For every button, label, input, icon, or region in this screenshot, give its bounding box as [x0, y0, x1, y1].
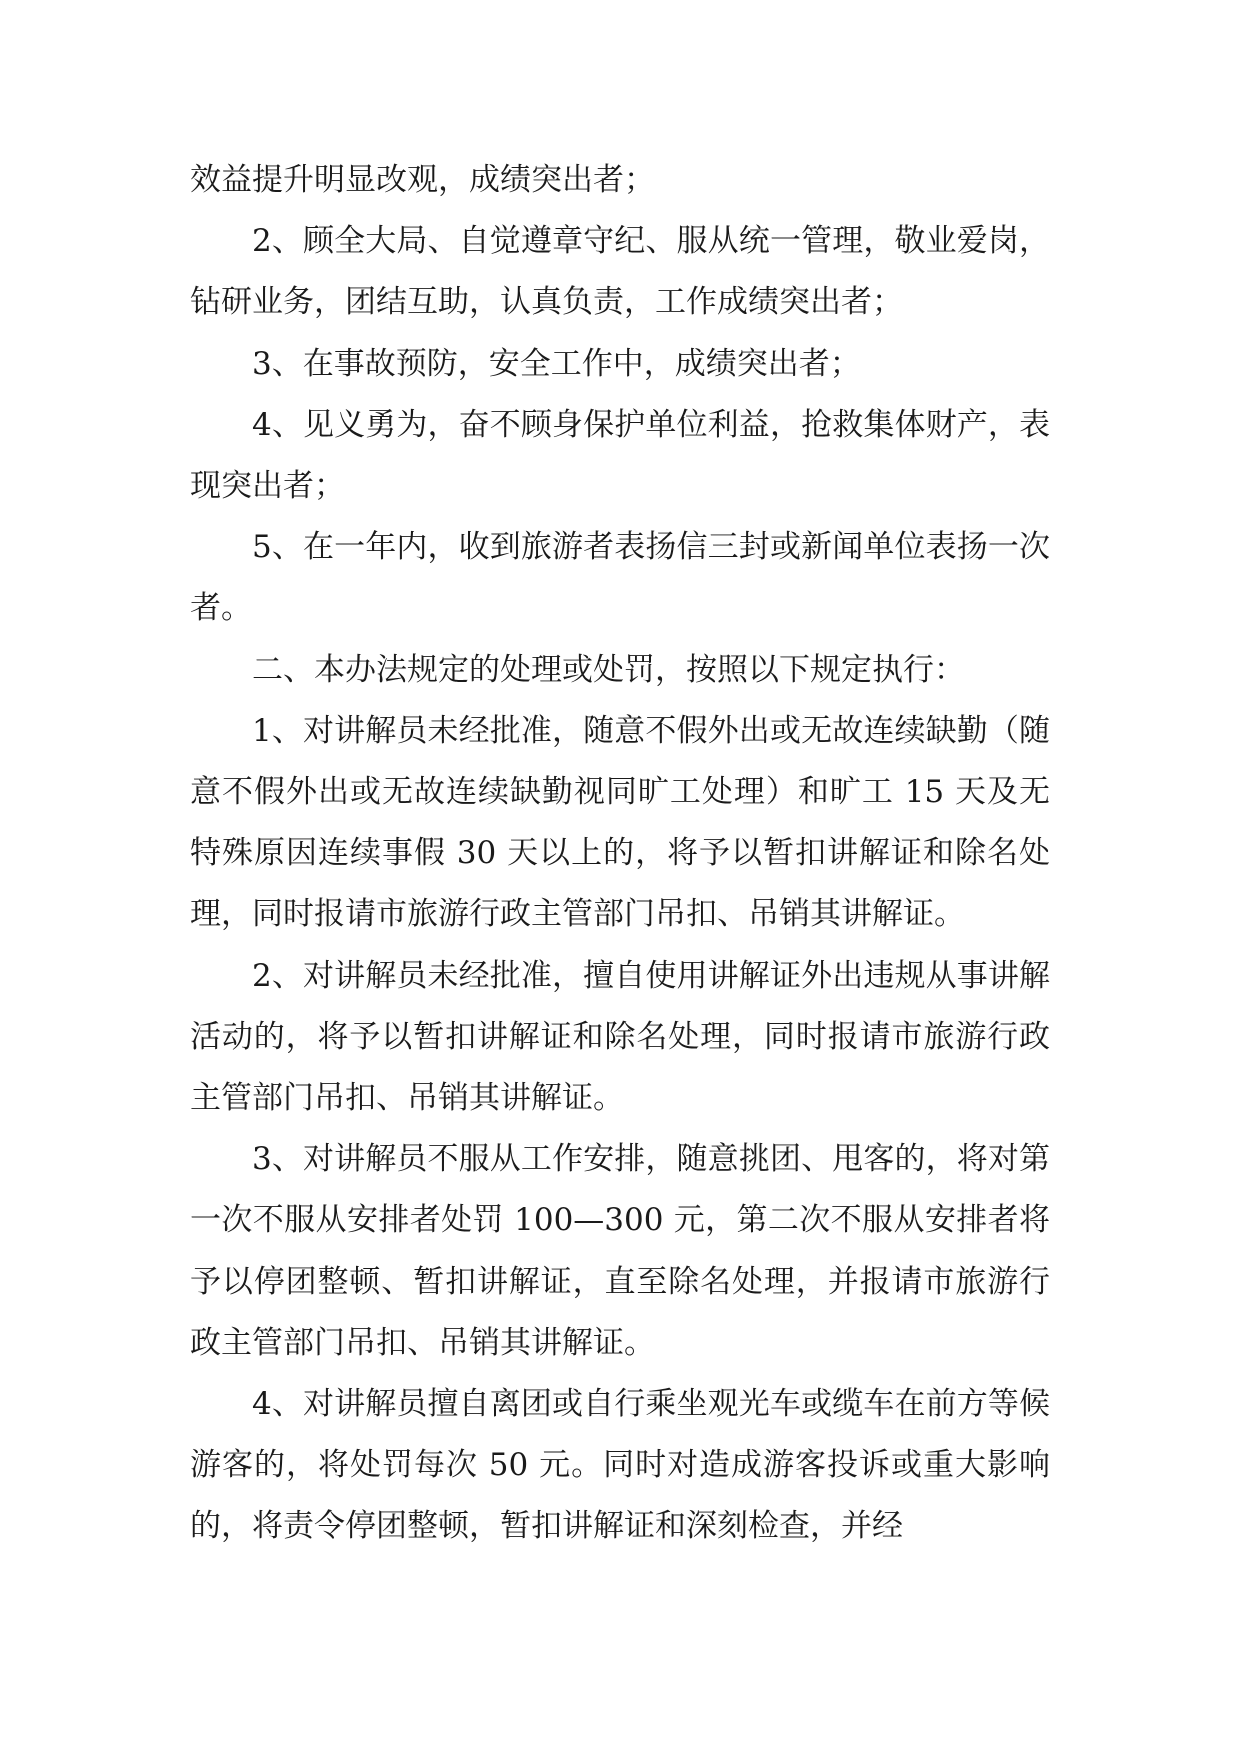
paragraph-item-2: 2、顾全大局、自觉遵章守纪、服从统一管理，敬业爱岗，钻研业务，团结互助，认真负责，工作成绩突出者； [190, 223, 1050, 321]
paragraph-item-3: 3、在事故预防，安全工作中，成绩突出者； [252, 345, 861, 382]
paragraph-item-4: 4、见义勇为，奋不顾身保护单位利益，抢救集体财产，表现突出者； [190, 406, 1050, 505]
paragraph-continuation: 效益提升明显改观，成绩突出者； [190, 162, 655, 198]
paragraph-item-5: 5、在一年内，收到旅游者表扬信三封或新闻单位表扬一次者。 [190, 529, 1050, 627]
penalty-item-2: 2、对讲解员未经批准，擅自使用讲解证外出违规从事讲解活动的，将予以暂扣讲解证和除名处理，同时报请市旅游行政主管部门吊扣、吊销其讲解证。 [190, 957, 1050, 1117]
penalty-item-3: 3、对讲解员不服从工作安排，随意挑团、甩客的，将对第一次不服从安排者处罚 100—300 元，第二次不服从安排者将予以停团整顿、暂扣讲解证，直至除名处理，并报请市旅游行政主管部门吊扣、吊销其讲解证。 [190, 1141, 1050, 1361]
penalty-item-1: 1、对讲解员未经批准，随意不假外出或无故连续缺勤（随意不假外出或无故连续缺勤视同旷工处理）和旷工 15 天及无特殊原因连续事假 30 天以上的，将予以暂扣讲解证和除名处理，同时报请市旅游行政主管部门吊扣、吊销其讲解证。 [190, 712, 1050, 933]
penalty-item-4: 4、对讲解员擅自离团或自行乘坐观光车或缆车在前方等候游客的，将处罚每次 50 元。同时对造成游客投诉或重大影响的，将责令停团整顿，暂扣讲解证和深刻检查，并经 [190, 1386, 1050, 1545]
section-heading-2: 二、本办法规定的处理或处罚，按照以下规定执行： [252, 651, 965, 688]
document-body [190, 150, 1050, 1558]
